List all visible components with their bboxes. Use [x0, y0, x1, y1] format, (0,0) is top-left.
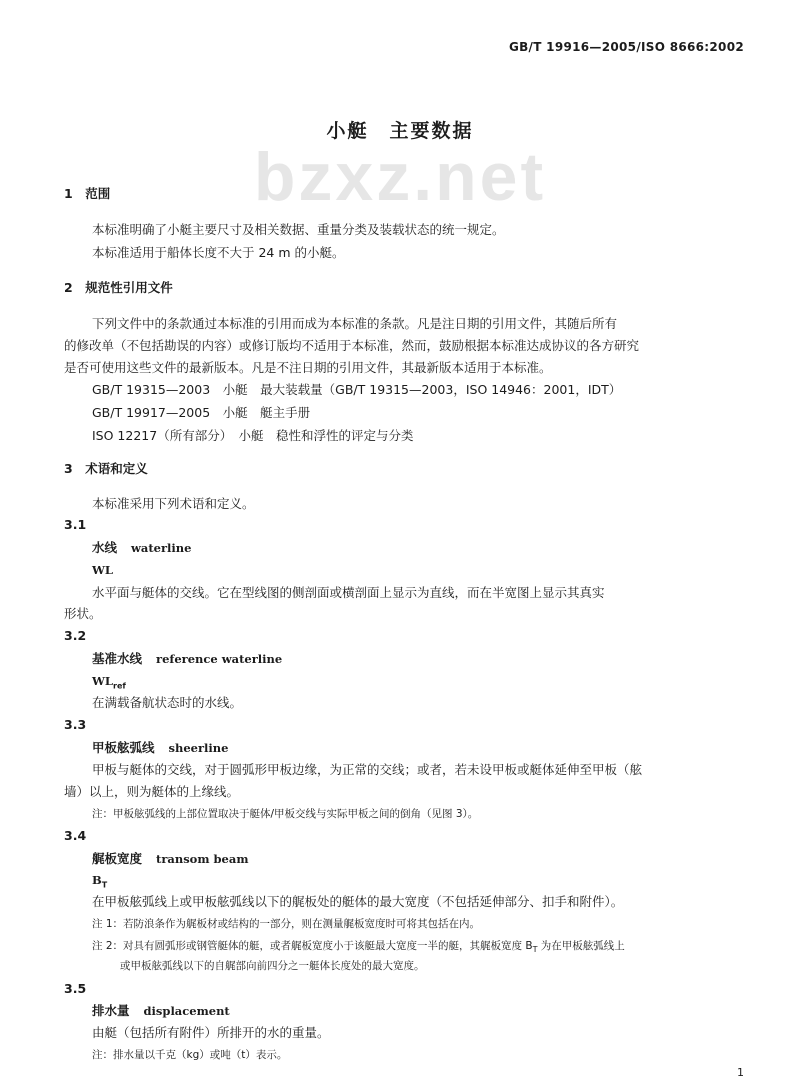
term-3-3-number: 3.3: [64, 717, 87, 732]
term-3-4-note-1: 注 1：若防浪条作为艉板材或结构的一部分，则在测量艉板宽度时可将其包括在内。: [92, 918, 481, 930]
section-1-heading: 1 范围: [64, 186, 111, 201]
section-2-para-line-3: 是否可使用这些文件的最新版本。凡是不注日期的引用文件，其最新版本适用于本标准。: [64, 360, 552, 375]
section-1-para-1: 本标准明确了小艇主要尺寸及相关数据、重量分类及装载状态的统一规定。: [92, 222, 505, 237]
reference-3: ISO 12217（所有部分） 小艇 稳性和浮性的评定与分类: [92, 428, 414, 443]
term-3-4-def: 在甲板舷弧线上或甲板舷弧线以下的艉板处的艇体的最大宽度（不包括延伸部分、扣手和附件）。: [92, 894, 624, 909]
term-3-3-def-line-1: 甲板与艇体的交线，对于圆弧形甲板边缘，为正常的交线；或者，若未设甲板或艇体延伸至甲板（舷: [92, 762, 643, 777]
section-1-para-2: 本标准适用于船体长度不大于 24 m 的小艇。: [92, 245, 345, 260]
term-3-2-abbr: $WL_{ref}$: [92, 674, 126, 691]
term-3-5-def: 由艇（包括所有附件）所排开的水的重量。: [92, 1025, 330, 1040]
term-3-1-title: 水线 waterline: [92, 540, 192, 555]
section-2-para-line-2: 的修改单（不包括勘误的内容）或修订版均不适用于本标准，然而，鼓励根据本标准达成协议的各方研究: [64, 338, 640, 353]
reference-1: GB/T 19315—2003 小艇 最大装载量（GB/T 19315—2003，ISO 14946：2001，IDT）: [92, 382, 622, 397]
term-3-2-number: 3.2: [64, 628, 87, 643]
section-2-heading: 2 规范性引用文件: [64, 280, 173, 295]
term-3-4-number: 3.4: [64, 828, 87, 843]
standard-number: GB/T 19916—2005/ISO 8666:2002: [508, 40, 744, 54]
page-title: 小艇 主要数据: [326, 120, 474, 142]
reference-2: GB/T 19917—2005 小艇 艇主手册: [92, 405, 311, 420]
term-3-1-number: 3.1: [64, 517, 87, 532]
term-3-5-note: 注：排水量以千克（kg）或吨（t）表示。: [92, 1049, 288, 1061]
term-3-1-abbr: WL: [92, 563, 114, 577]
section-2-para-line-1: 下列文件中的条款通过本标准的引用而成为本标准的条款。凡是注日期的引用文件，其随后所有: [92, 316, 618, 331]
term-3-3-def-line-2: 墙）以上，则为艇体的上缘线。: [64, 784, 240, 799]
term-3-2-def: 在满载备航状态时的水线。: [92, 695, 243, 710]
term-3-5-number: 3.5: [64, 981, 87, 996]
page-number: 1: [737, 1066, 744, 1079]
term-3-4-title: 艉板宽度 transom beam: [92, 851, 249, 866]
term-3-1-def-line-1: 水平面与艇体的交线。它在型线图的侧剖面或横剖面上显示为直线，而在半宽图上显示其真实: [92, 585, 605, 600]
term-3-4-symbol: $B_T$: [92, 873, 108, 890]
term-3-4-note-2-line-2: 或甲板舷弧线以下的自艉部向前四分之一艇体长度处的最大宽度。: [120, 960, 425, 972]
watermark: bzxz.net: [253, 139, 547, 215]
term-3-2-title: 基准水线 reference waterline: [92, 651, 283, 666]
term-3-3-note: 注：甲板舷弧线的上部位置取决于艇体/甲板交线与实际甲板之间的倒角（见图 3）。: [92, 808, 479, 820]
term-3-5-title: 排水量 displacement: [92, 1003, 230, 1018]
term-3-1-def-line-2: 形状。: [64, 606, 102, 621]
section-3-intro: 本标准采用下列术语和定义。: [92, 496, 255, 511]
term-3-3-title: 甲板舷弧线 sheerline: [92, 740, 229, 755]
section-3-heading: 3 术语和定义: [64, 461, 148, 476]
term-3-4-note-2-line-1: 注 2：对具有圆弧形或钢管艇体的艇，或者艉板宽度小于该艇最大宽度一半的艇，其艉板宽度 $B_T$ 为在甲板舷弧线上: [92, 940, 625, 955]
